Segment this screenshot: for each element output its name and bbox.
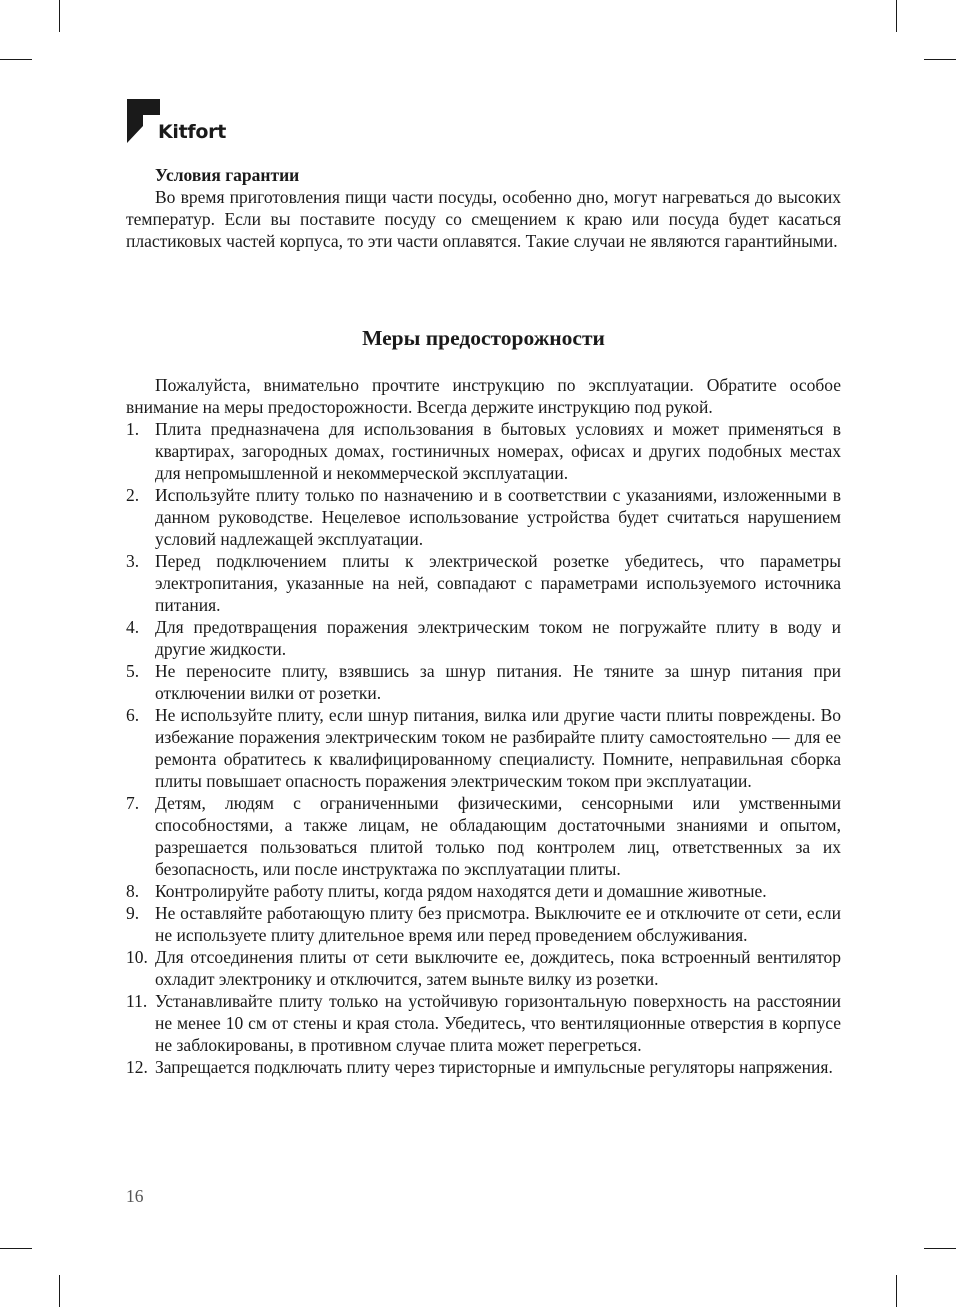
list-item-text: Не переносите плиту, взявшись за шнур питания. Не тяните за шнур питания при отключении вилки от розетки. <box>155 661 841 703</box>
list-item-text: Устанавливайте плиту только на устойчивую горизонтальную поверхность на расстоянии не менее 10 см от стены и края стола. Убедитесь, что вентиляционные отверстия в корпусе не заблокированы, в противном случае плита может перегреться. <box>155 991 841 1055</box>
list-item-number: 12. <box>126 1057 148 1077</box>
list-item-number: 6. <box>126 705 140 725</box>
list-item-text: Контролируйте работу плиты, когда рядом находятся дети и домашние животные. <box>155 881 767 901</box>
list-item-text: Не используйте плиту, если шнур питания, вилка или другие части плиты повреждены. Во избежание поражения электрическим током не разбирайте плиту самостоятельно — для ее ремонта обратитесь к квалифицированному специалисту. Помните, неправильная сборка плиты повышает опасность поражения электрическим током при эксплуатации. <box>155 705 841 791</box>
list-item <box>126 616 841 660</box>
list-item-number: 5. <box>126 661 140 681</box>
page-content <box>126 164 841 1078</box>
list-item <box>126 418 841 484</box>
crop-mark <box>924 1248 956 1249</box>
crop-mark <box>896 0 897 32</box>
warranty-text: Во время приготовления пищи части посуды, особенно дно, могут нагреваться до высоких температур. Если вы поставите посуду со смещением к краю или посуда будет касаться пластиковых частей корпуса, то эти части оплавятся. Такие случаи не являются гарантийными. <box>126 187 841 251</box>
list-item <box>126 990 841 1056</box>
list-item <box>126 902 841 946</box>
precautions-list <box>126 418 841 1078</box>
warranty-heading: Условия гарантии <box>155 165 300 185</box>
list-item-text: Плита предназначена для использования в бытовых условиях и может применяться в квартирах, загородных домах, гостиничных номерах, офисах и других подобных местах для непромышленной и некоммерческой эксплуатации. <box>155 419 841 483</box>
crop-mark <box>59 0 60 32</box>
list-item-number: 8. <box>126 881 140 901</box>
list-item-number: 4. <box>126 617 140 637</box>
list-item-text: Для отсоединения плиты от сети выключите ее, дождитесь, пока встроенный вентилятор охладит электронику и отключится, затем выньте вилку из розетки. <box>155 947 841 989</box>
list-item-text: Не оставляйте работающую плиту без присмотра. Выключите ее и отключите от сети, если не используете плиту длительное время или перед проведением обслуживания. <box>155 903 841 945</box>
list-item-number: 2. <box>126 485 140 505</box>
list-item <box>126 792 841 880</box>
crop-mark <box>59 1275 60 1307</box>
crop-mark <box>896 1275 897 1307</box>
page-number: 16 <box>126 1186 144 1206</box>
list-item-number: 1. <box>126 419 140 439</box>
logo-mark-icon <box>127 99 161 143</box>
brand-name: Kitfort <box>158 121 226 143</box>
list-item-text: Перед подключением плиты к электрической розетке убедитесь, что параметры электропитания, указанные на ней, совпадают с параметрами используемого источника питания. <box>155 551 841 615</box>
list-item <box>126 550 841 616</box>
brand-logo <box>127 99 227 147</box>
list-item <box>126 704 841 792</box>
list-item-number: 11. <box>126 991 148 1011</box>
list-item <box>126 484 841 550</box>
crop-mark <box>0 59 32 60</box>
crop-mark <box>924 59 956 60</box>
list-item-text: Для предотвращения поражения электрическим током не погружайте плиту в воду и другие жидкости. <box>155 617 841 659</box>
list-item-text: Запрещается подключать плиту через тиристорные и импульсные регуляторы напряжения. <box>155 1057 833 1077</box>
list-item <box>126 946 841 990</box>
crop-mark <box>0 1248 32 1249</box>
list-item <box>126 660 841 704</box>
list-item <box>126 880 841 902</box>
precautions-heading: Меры предосторожности <box>362 326 605 350</box>
precautions-intro: Пожалуйста, внимательно прочтите инструкцию по эксплуатации. Обратите особое внимание на меры предосторожности. Всегда держите инструкцию под рукой. <box>126 375 841 417</box>
list-item <box>126 1056 841 1078</box>
list-item-text: Детям, людям с ограниченными физическими, сенсорными или умственными способностями, а также лицам, не обладающим достаточными знаниями и опытом, разрешается пользоваться плитой только под контролем лиц, ответственных за их безопасность, или после инструктажа по эксплуатации плиты. <box>155 793 841 879</box>
list-item-number: 9. <box>126 903 140 923</box>
list-item-number: 3. <box>126 551 140 571</box>
list-item-text: Используйте плиту только по назначению и в соответствии с указаниями, изложенными в данном руководстве. Нецелевое использование устройства будет считаться нарушением условий надлежащей эксплуатации. <box>155 485 841 549</box>
list-item-number: 10. <box>126 947 148 967</box>
list-item-number: 7. <box>126 793 140 813</box>
